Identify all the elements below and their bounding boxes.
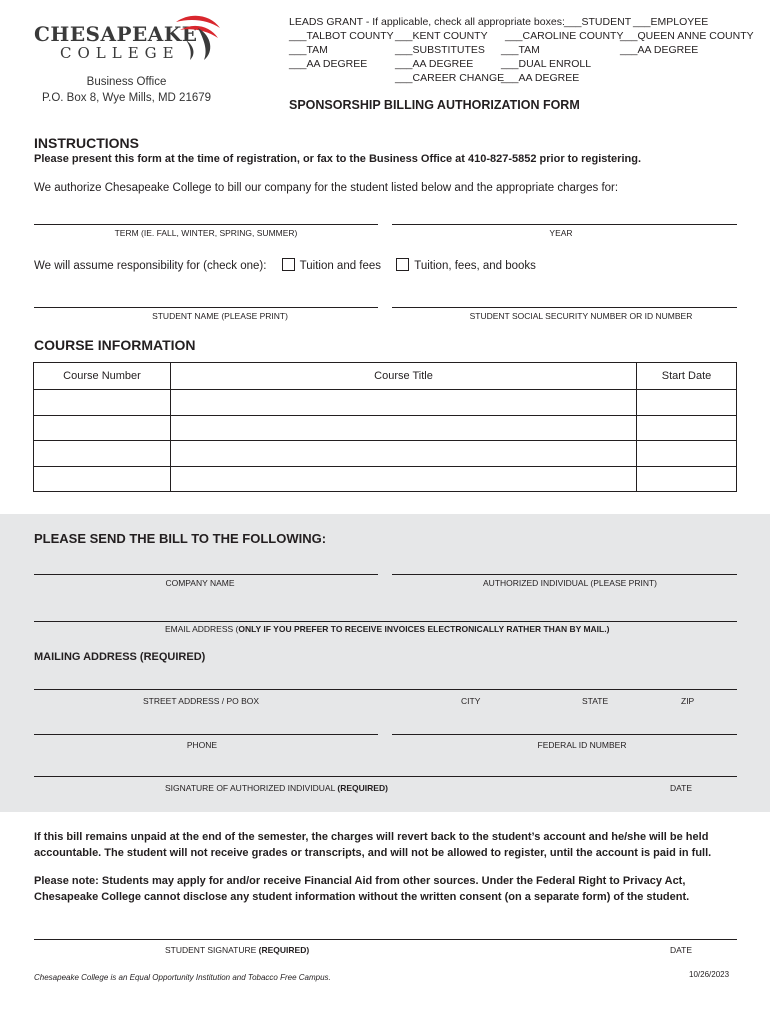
authorized-individual-label: AUTHORIZED INDIVIDUAL (PLEASE PRINT) bbox=[483, 578, 657, 588]
student-id-field[interactable] bbox=[392, 307, 737, 308]
course-header-row bbox=[34, 363, 737, 390]
billing-heading: PLEASE SEND THE BILL TO THE FOLLOWING: bbox=[34, 531, 327, 546]
leads-grant-text: LEADS GRANT - If applicable, check all appropriate boxes: bbox=[289, 16, 565, 28]
authorized-signature-label bbox=[165, 783, 388, 793]
student-signature-field[interactable] bbox=[34, 939, 737, 940]
email-label bbox=[165, 624, 609, 634]
responsibility-row bbox=[34, 258, 536, 272]
year-label: YEAR bbox=[549, 228, 573, 238]
zip-label: ZIP bbox=[681, 696, 695, 706]
leads-queen-anne: ___QUEEN ANNE COUNTY bbox=[620, 30, 754, 42]
leads-dual-enroll: ___DUAL ENROLL bbox=[501, 58, 592, 70]
student-name-label: STUDENT NAME (PLEASE PRINT) bbox=[152, 311, 288, 321]
term-field[interactable] bbox=[34, 224, 378, 225]
street-address-field[interactable] bbox=[34, 689, 737, 690]
form-title: SPONSORSHIP BILLING AUTHORIZATION FORM bbox=[289, 98, 580, 112]
office-address: P.O. Box 8, Wye Mills, MD 21679 bbox=[41, 92, 212, 104]
start-date-cell[interactable] bbox=[637, 441, 737, 467]
course-title-cell[interactable] bbox=[171, 390, 637, 416]
tuition-fees-books-label: Tuition, fees, and books bbox=[414, 260, 536, 272]
tuition-fees-label: Tuition and fees bbox=[299, 260, 382, 272]
leads-employee: ___EMPLOYEE bbox=[633, 16, 709, 28]
student-id-label: STUDENT SOCIAL SECURITY NUMBER OR ID NUMBER bbox=[469, 311, 693, 321]
start-date-cell[interactable] bbox=[637, 390, 737, 416]
state-label: STATE bbox=[582, 696, 609, 706]
authorized-signature-field[interactable] bbox=[34, 776, 737, 777]
leads-student: ___STUDENT bbox=[564, 16, 632, 28]
student-signature-label bbox=[165, 945, 309, 955]
student-date-label: DATE bbox=[670, 945, 693, 955]
instructions-line-2: We authorize Chesapeake College to bill our company for the student listed below and the appropriate charges for: bbox=[34, 182, 619, 194]
term-label: TERM (IE. FALL, WINTER, SPRING, SUMMER) bbox=[114, 228, 298, 238]
course-number-cell[interactable] bbox=[34, 390, 171, 416]
phone-field[interactable] bbox=[34, 734, 378, 735]
responsibility-label: We will assume responsibility for (check one): bbox=[34, 260, 267, 272]
col-course-number: Course Number bbox=[34, 363, 171, 390]
email-field[interactable] bbox=[34, 621, 737, 622]
leads-aa-degree-1: ___AA DEGREE bbox=[289, 58, 368, 70]
course-number-cell[interactable] bbox=[34, 415, 171, 441]
college-logo-sub: COLLEGE bbox=[60, 44, 180, 62]
tuition-fees-checkbox[interactable] bbox=[282, 258, 295, 271]
leads-caroline: ___CAROLINE COUNTY bbox=[505, 30, 624, 42]
col-course-title: Course Title bbox=[171, 363, 637, 390]
federal-id-field[interactable] bbox=[392, 734, 737, 735]
tuition-fees-books-checkbox[interactable] bbox=[396, 258, 409, 271]
instructions-heading: INSTRUCTIONS bbox=[34, 135, 139, 151]
leads-career-change: ___CAREER CHANGE bbox=[395, 72, 505, 84]
course-title-cell[interactable] bbox=[171, 466, 637, 492]
year-field[interactable] bbox=[392, 224, 737, 225]
start-date-cell[interactable] bbox=[637, 466, 737, 492]
leads-aa-degree-3: ___AA DEGREE bbox=[501, 72, 580, 84]
course-title-cell[interactable] bbox=[171, 415, 637, 441]
billing-panel bbox=[0, 514, 770, 812]
authorized-individual-field[interactable] bbox=[392, 574, 737, 575]
student-sig-text: STUDENT SIGNATURE bbox=[165, 945, 259, 955]
course-info-heading: COURSE INFORMATION bbox=[34, 337, 196, 353]
course-table bbox=[33, 362, 737, 492]
course-title-cell[interactable] bbox=[171, 441, 637, 467]
table-row bbox=[34, 415, 737, 441]
student-name-field[interactable] bbox=[34, 307, 378, 308]
instructions-line-1: Please present this form at the time of registration, or fax to the Business Office at 410-827-5852 prior to registering. bbox=[34, 153, 642, 165]
course-number-cell[interactable] bbox=[34, 466, 171, 492]
phone-label: PHONE bbox=[186, 740, 218, 750]
start-date-cell[interactable] bbox=[637, 415, 737, 441]
leads-aa-degree-4: ___AA DEGREE bbox=[620, 44, 699, 56]
table-row bbox=[34, 390, 737, 416]
street-label: STREET ADDRESS / PO BOX bbox=[143, 696, 260, 706]
course-number-cell[interactable] bbox=[34, 441, 171, 467]
student-sig-required: (REQUIRED) bbox=[258, 945, 310, 955]
company-name-label: COMPANY NAME bbox=[165, 578, 235, 588]
college-logo-name: CHESAPEAKE bbox=[34, 22, 198, 46]
leads-tam-1: ___TAM bbox=[289, 44, 328, 56]
equal-opportunity-statement: Chesapeake College is an Equal Opportunity Institution and Tobacco Free Campus. bbox=[34, 973, 331, 982]
leads-tam-2: ___TAM bbox=[501, 44, 540, 56]
privacy-notice: Please note: Students may apply for and/or receive Financial Aid from other sources. Under the Federal Right to Privacy Act, Chesapeake College cannot disclose any student information without the written consent (on a separate form) of the student. bbox=[34, 875, 690, 903]
city-label: CITY bbox=[461, 696, 481, 706]
leads-substitutes: ___SUBSTITUTES bbox=[395, 44, 485, 56]
email-label-text: EMAIL ADDRESS ( bbox=[165, 624, 239, 634]
unpaid-notice: If this bill remains unpaid at the end of the semester, the charges will revert back to the student’s account and he/she will be held accountable. The student will not receive grades or transcripts, and will not be allowed to register, until the account is paid in full. bbox=[34, 831, 712, 859]
table-row bbox=[34, 466, 737, 492]
table-row bbox=[34, 441, 737, 467]
signature-label-text: SIGNATURE OF AUTHORIZED INDIVIDUAL bbox=[165, 783, 338, 793]
federal-id-label: FEDERAL ID NUMBER bbox=[537, 740, 627, 750]
sail-logo-icon bbox=[168, 10, 224, 62]
email-label-note: ONLY IF YOU PREFER TO RECEIVE INVOICES ELECTRONICALLY RATHER THAN BY MAIL.) bbox=[238, 624, 610, 634]
business-office: Business Office bbox=[86, 76, 167, 88]
leads-talbot: ___TALBOT COUNTY bbox=[289, 30, 394, 42]
company-name-field[interactable] bbox=[34, 574, 378, 575]
signature-required: (REQUIRED) bbox=[337, 783, 388, 793]
billing-date-label: DATE bbox=[670, 783, 693, 793]
leads-kent: ___KENT COUNTY bbox=[395, 30, 488, 42]
mailing-heading: MAILING ADDRESS (REQUIRED) bbox=[34, 651, 206, 663]
col-start-date: Start Date bbox=[637, 363, 737, 390]
revision-date: 10/26/2023 bbox=[689, 970, 730, 979]
leads-aa-degree-2: ___AA DEGREE bbox=[395, 58, 474, 70]
